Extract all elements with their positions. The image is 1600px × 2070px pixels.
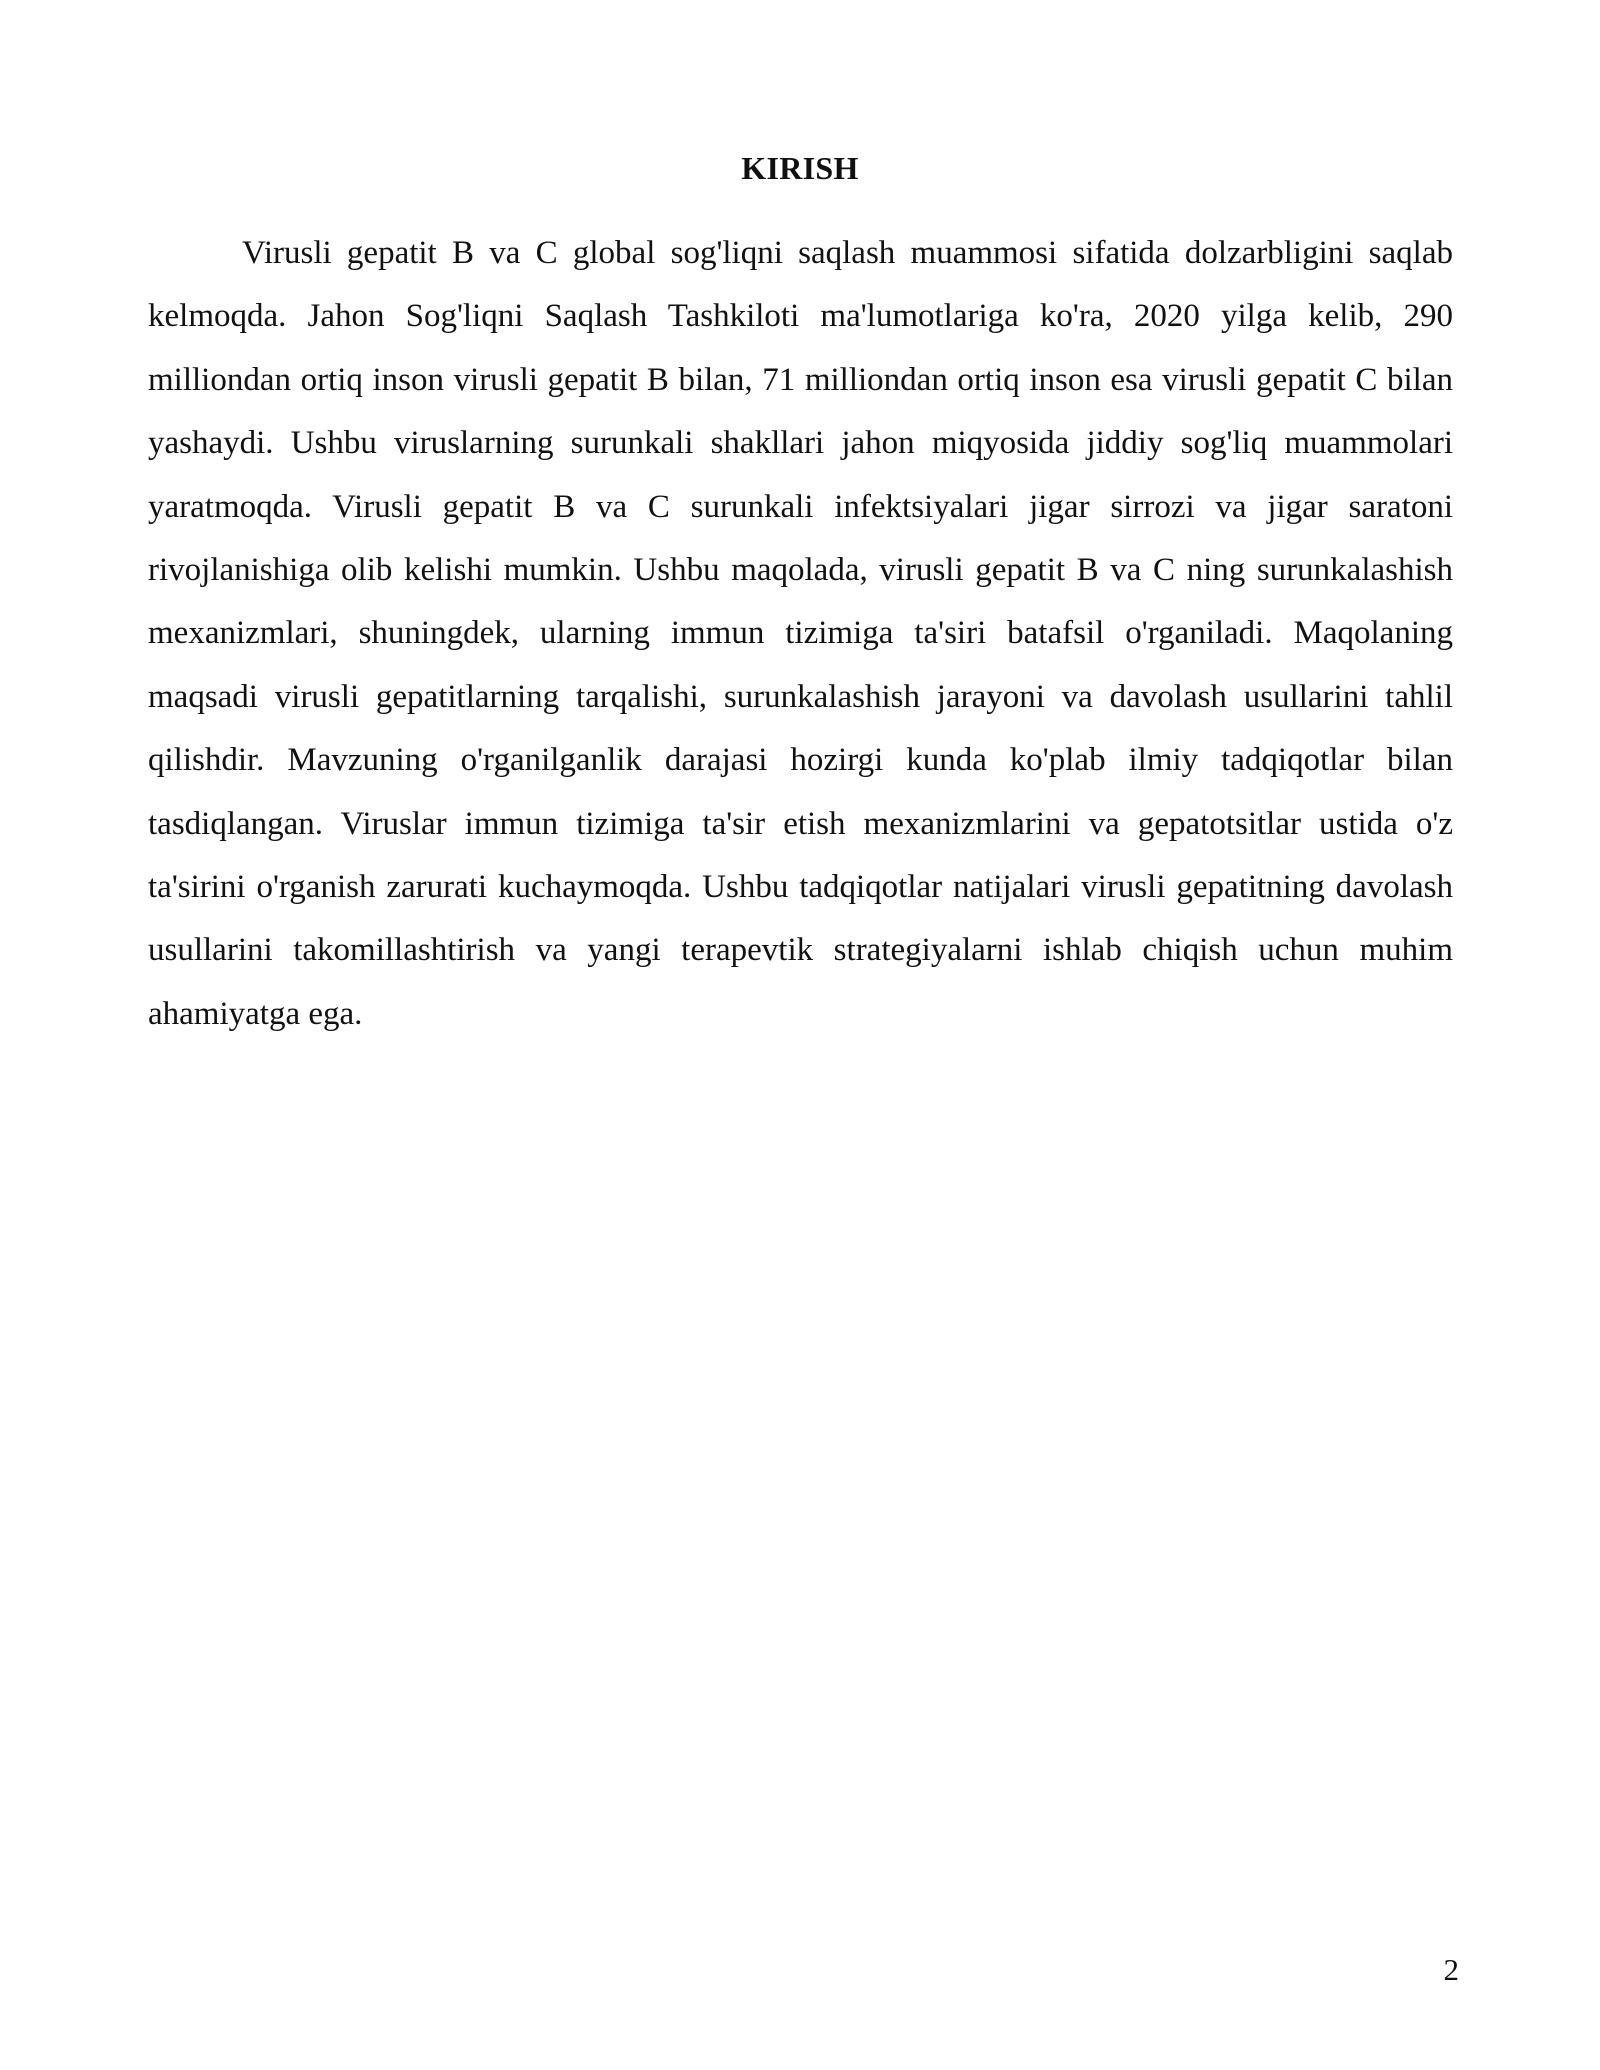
body-paragraph: Virusli gepatit B va C global sog'liqni saqlash muammosi sifatida dolzarbligini saqlab kelmoqda. Jahon Sog'liqni Saqlash Tashkiloti ma'lumotlariga ko'ra, 2020 yilga kelib, 290 milliondan ortiq inson virusli gepatit B bilan, 71 milliondan ortiq inson esa virusli gepatit C bilan yashaydi. Ushbu viruslarning surunkali shakllari jahon miqyosida jiddiy sog'liq muammolari yaratmoqda. Virusli gepatit B va C surunkali infektsiyalari jigar sirrozi va jigar saratoni rivojlanishiga olib kelishi mumkin. Ushbu maqolada, virusli gepatit B va C ning surunkalashish mexanizmlari, shuningdek, ularning immun tizimiga ta'siri batafsil o'rganiladi. Maqolaning maqsadi virusli gepatitlarning tarqalishi, surunkalashish jarayoni va davolash usullarini tahlil qilishdir. Mavzuning o'rganilganlik darajasi hozirgi kunda ko'plab ilmiy tadqiqotlar bilan tasdiqlangan. Viruslar immun tizimiga ta'sir etish mexanizmlarini va gepatotsitlar ustida o'z ta'sirini o'rganish zarurati kuchaymoqda. Ushbu tadqiqotlar natijalari virusli gepatitning davolash usullarini takomillashtirish va yangi terapevtik strategiyalarni ishlab chiqish uchun muhim ahamiyatga ega. [148,235,1453,1032]
section-heading: KIRISH [741,150,859,186]
page-number: 2 [1443,1952,1459,1987]
